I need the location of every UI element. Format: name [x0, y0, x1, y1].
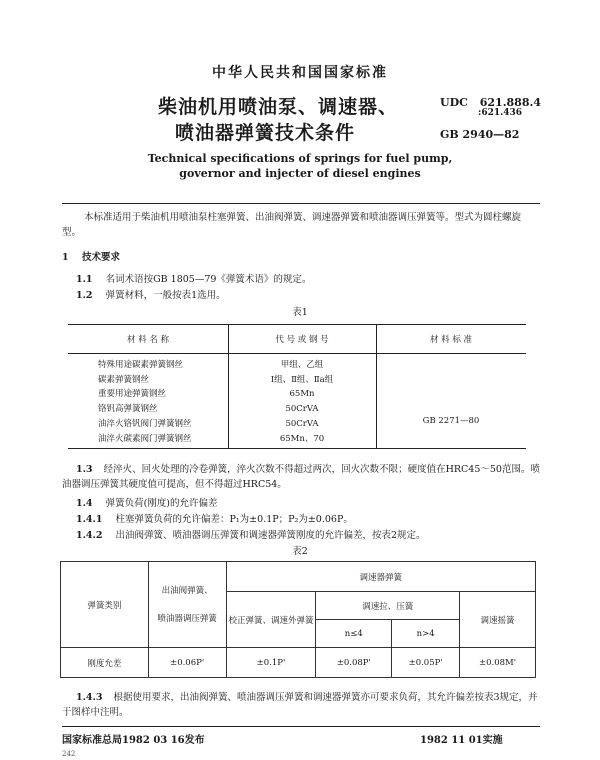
clause-1-4-1-text: 柱塞弹簧负荷的允许偏差：P₁为±0.1P；P₂为±0.06P。 [115, 514, 353, 525]
intro-paragraph: 本标准适用于柴油机用喷油泵柱塞弹簧、出油阀弹簧、调速器弹簧和喷油器调压弹簧等。型式为圆柱螺旋型。 [62, 212, 522, 238]
udc-value-2: :621.436 [478, 108, 523, 118]
section-1-title: 技术要求 [81, 252, 120, 263]
page-number: 242 [62, 750, 76, 758]
table-row: 重要用途弹簧钢丝 [98, 389, 167, 400]
clause-1-2-number: 1.2 [76, 290, 93, 301]
clause-1-4-3-text: 根据使用要求，出油阀弹簧、喷油器调压弹簧和调速器弹簧亦可要求负荷，其允许偏差按表3规定，并于图样中注明。 [62, 692, 538, 718]
table-1-standard-cell: GB 2271—80 [422, 416, 480, 426]
clause-1-4 [76, 496, 217, 511]
table-cell: ±0.06P' [148, 648, 226, 678]
table-1-header-standard: 材 料 标 准 [429, 335, 473, 345]
table-row: 特殊用途碳素弹簧钢丝 [98, 360, 184, 370]
clause-1-4-1-number: 1.4.1 [76, 514, 103, 525]
table-2-header-n-le-4: n≤4 [316, 620, 392, 648]
table-1-bottom-rule [68, 448, 526, 449]
table-1-material-column [98, 358, 228, 446]
table-2-header-outlet-line-2: 喷油器调压弹簧 [157, 613, 217, 624]
clause-1-2 [76, 288, 226, 303]
clause-1-4-1 [76, 512, 353, 527]
table-row: 油淬火碳素阀门弹簧钢丝 [98, 433, 192, 444]
clause-1-2-text: 弹簧材料，一般按表1选用。 [105, 290, 226, 301]
table-cell: 甲组、乙组 [280, 360, 324, 370]
table-cell: ±0.08P' [316, 648, 392, 678]
clause-1-4-3 [62, 690, 540, 720]
udc-label: UDC [440, 96, 468, 109]
footer-divider [62, 726, 540, 727]
clause-1-1 [76, 272, 311, 287]
table-2-header-spring: 调速摇簧 [460, 592, 536, 648]
table-cell: 50CrVA [285, 418, 319, 429]
table-2-header-calibration: 校正弹簧、调速外弹簧 [226, 592, 316, 648]
table-row [61, 648, 536, 678]
table-2-caption: 表2 [292, 546, 308, 557]
title-line-1: 柴油机用喷油泵、调速器、 [158, 96, 399, 118]
table-cell: 65Mn、70 [279, 433, 325, 444]
table-1-header-material: 材 料 名 称 [126, 335, 170, 345]
table-2-header-tension: 调速拉、压簧 [316, 592, 460, 620]
table-cell: ±0.08M' [460, 648, 536, 678]
title-divider [62, 203, 540, 204]
table-row: 油淬火铬钒阀门弹簧钢丝 [98, 418, 192, 429]
effective-date: 1982 11 01实施 [420, 735, 503, 746]
clause-1-4-2 [76, 528, 426, 543]
table-2-header-governor: 调速器弹簧 [226, 562, 535, 592]
clause-1-3-number: 1.3 [76, 464, 93, 475]
clause-1-4-2-text: 出油阀弹簧、喷油器调压弹簧和调速器弹簧刚度的允许偏差，按表2规定。 [115, 530, 426, 541]
clause-1-4-text: 弹簧负荷(刚度)的允许偏差 [105, 498, 218, 509]
table-1-header-grade: 代 号 或 钢 号 [275, 335, 329, 345]
table-1-caption: 表1 [292, 307, 308, 318]
section-1-heading [62, 250, 120, 265]
table-1-header-rule [68, 353, 526, 354]
table-cell: ±0.05P' [392, 648, 460, 678]
table-cell: 65Mn [289, 389, 315, 400]
issue-date: 国家标准总局1982 03 16发布 [62, 735, 205, 746]
clause-1-3 [62, 462, 540, 492]
table-2-header-n-gt-4: n>4 [392, 620, 460, 648]
table-row: 碳素弹簧钢丝 [98, 374, 150, 385]
table-2-header-outlet-line-1: 出油阀弹簧、 [161, 585, 213, 596]
table-2-row-label: 刚度允差 [61, 648, 149, 678]
clause-1-1-text: 名词术语按GB 1805—79《弹簧术语》的规定。 [105, 274, 312, 285]
table-cell: ±0.1P' [226, 648, 316, 678]
table-cell: Ⅰ组、Ⅱ组、Ⅱa组 [270, 374, 334, 385]
title-line-2: 喷油器弹簧技术条件 [175, 122, 356, 144]
table-2-header-type: 弹簧类别 [61, 562, 149, 648]
english-title-line-2: governor and injecter of diesel engines [179, 167, 421, 180]
table-2 [60, 561, 536, 678]
table-1-grade-column [228, 358, 376, 446]
table-2-header-outlet [148, 562, 226, 648]
clause-1-3-text: 经淬火、回火处理的冷卷弹簧，淬火次数不得超过两次，回火次数不限；硬度值在HRC45～50范围。喷油器调压弹簧其硬度值可提高，但不得超过HRC54。 [62, 464, 540, 490]
table-row: 铬钒高弹簧钢丝 [98, 404, 158, 415]
clause-1-4-3-number: 1.4.3 [76, 692, 103, 703]
national-standard-header: 中华人民共和国国家标准 [212, 65, 388, 81]
clause-1-4-number: 1.4 [76, 498, 93, 509]
gb-code: GB 2940—82 [440, 128, 520, 141]
udc-value-1: 621.888.4 [479, 96, 541, 109]
english-title-line-1: Technical specifications of springs for fuel pump, [147, 152, 453, 165]
section-1-number: 1 [62, 252, 69, 263]
clause-1-4-2-number: 1.4.2 [76, 530, 103, 541]
clause-1-1-number: 1.1 [76, 274, 93, 285]
table-cell: 50CrVA [285, 404, 319, 415]
table-1-top-rule [68, 324, 526, 325]
